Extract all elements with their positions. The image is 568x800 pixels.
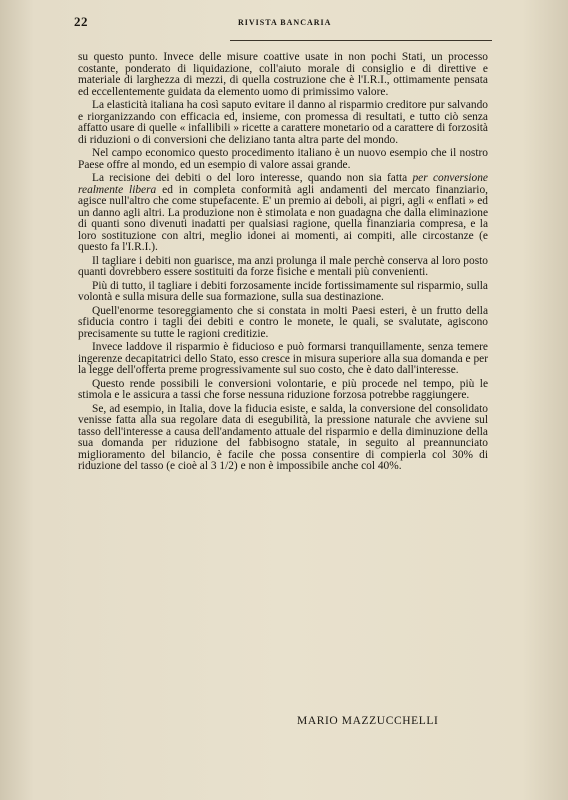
- italic-phrase: per conversione realmente libera: [78, 172, 488, 196]
- paragraph: La elasticità italiana ha così saputo evitare il danno al risparmio creditore pur salvando e riorganizzando con efficacia ed, insieme, con promessa di resultati, e tutto ciò senza affatto usare di quelle « infallibili » ricette a carattere monetario od a carattere di forzosità di riduzioni o di conversioni che deliziano tanta altra parte del mondo.: [78, 99, 488, 146]
- paragraph: La recisione dei debiti o del loro interesse, quando non sia fatta per conversione realmente libera ed in completa conformità agli andamenti del mercato finanziario, agisce null'altro che come stupefacente. E' un premio ai deboli, ai pigri, agli « enflati » ed un danno agli altri. La produzione non è stimolata e non guadagna che dalla eliminazione di quanti sono divenuti inadatti per qualsiasi ragione, quella finanziaria compresa, e la loro sostituzione con altri, meglio idonei ai momenti, ai compiti, alle circostanze (e questo fa l'I.R.I.).: [78, 172, 488, 253]
- paragraph: Nel campo economico questo procedimento italiano è un nuovo esempio che il nostro Paese offre al mondo, ed un esempio di valore assai grande.: [78, 147, 488, 171]
- journal-title: RIVISTA BANCARIA: [238, 18, 332, 27]
- paragraph: Il tagliare i debiti non guarisce, ma anzi prolunga il male perchè conserva al loro posto quanti dovrebbero essere sostituiti da forze fisiche e mentali più convenienti.: [78, 254, 488, 278]
- article-body: [78, 52, 488, 475]
- header-rule: [230, 40, 492, 41]
- paragraph: Quell'enorme tesoreggiamento che si constata in molti Paesi esteri, è un frutto della sfiducia contro i tagli dei debiti e contro le monete, le quali, se svalutate, agiscono precisamente su tutte le ragioni creditizie.: [78, 304, 488, 340]
- author-signature: MARIO MAZZUCCHELLI: [297, 715, 439, 727]
- paragraph: Più di tutto, il tagliare i debiti forzosamente incide fortissimamente sul risparmio, sulla volontà e sulla misura delle sua formazione, sulla sua destinazione.: [78, 279, 488, 303]
- paragraph: Questo rende possibili le conversioni volontarie, e più procede nel tempo, più le stimola e le assicura a tassi che forse nessuna riduzione forzosa potrebbe raggiungere.: [78, 377, 488, 401]
- page-number: 22: [74, 14, 88, 29]
- paragraph: Se, ad esempio, in Italia, dove la fiducia esiste, e salda, la conversione del consolidato venisse fatta alla sua regolare data di esegubilità, la pressione naturale che avviene sul tasso dell'interesse a causa dell'andamento attuale del risparmio e della diminuzione della sua domanda per riduzione del fabbisogno statale, in seguito al preannunciato miglioramento del bilancio, è facile che possa consentire di compierla col 30% di riduzione del tasso (e cioè al 3 1/2) e non è impossibile anche col 40%.: [78, 402, 488, 472]
- paragraph: su questo punto. Invece delle misure coattive usate in non pochi Stati, un processo costante, ponderato di liquidazione, coll'aiuto morale di consiglio e di direttive e materiale di larghezza di mezzi, di quella costruzione che è l'I.R.I., ottimamente pensata ed eccellentemente guidata da elemento uomo di primissimo valore.: [78, 51, 488, 98]
- paragraph: Invece laddove il risparmio è fiducioso e può formarsi tranquillamente, senza temere ingerenze decapitatrici dello Stato, esso cresce in misura superiore alla sua domanda e per la legge dell'offerta preme progressivamente sul suo costo, che è dato dall'interesse.: [78, 341, 488, 376]
- running-header: [74, 14, 494, 34]
